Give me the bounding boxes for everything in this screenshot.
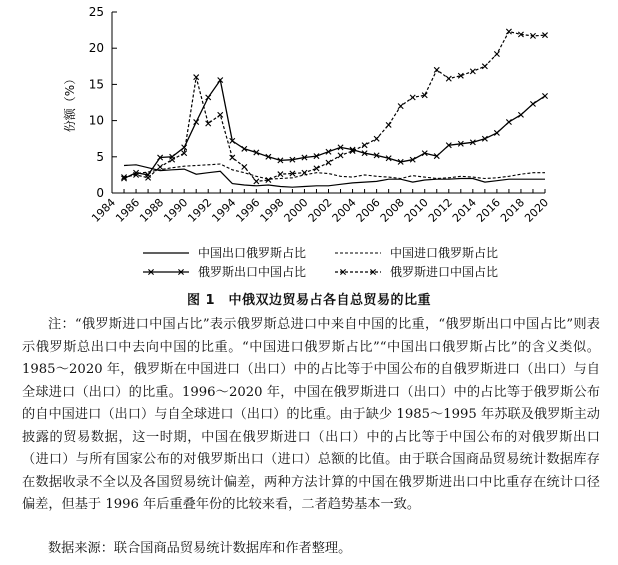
series-line-2 — [124, 164, 545, 179]
series-4-point — [434, 67, 439, 72]
x-tick-label: 2020 — [522, 195, 552, 225]
x-tick-label: 2002 — [305, 195, 335, 225]
legend — [143, 245, 498, 279]
series-3-point — [518, 112, 523, 117]
series-3-point — [530, 101, 535, 106]
x-tick-label: 2004 — [329, 195, 359, 225]
series-4-point — [362, 143, 367, 148]
x-tick-label: 1994 — [209, 195, 239, 225]
y-tick-label: 10 — [88, 113, 104, 128]
x-tick-label: 2014 — [449, 195, 479, 225]
y-axis-label: 份额（%） — [63, 72, 77, 133]
series-4-point — [386, 122, 391, 127]
series-4-point — [506, 29, 511, 34]
series-4-point — [278, 172, 283, 177]
legend-label: 中国出口俄罗斯占比 — [198, 246, 307, 260]
legend-label: 俄罗斯进口中国占比 — [390, 265, 499, 279]
x-tick-label: 2010 — [401, 195, 431, 225]
x-tick-label: 2016 — [474, 195, 504, 225]
series-4-point — [170, 157, 175, 162]
legend-label: 中国进口俄罗斯占比 — [390, 246, 499, 260]
data-source: 数据来源：联合国商品贸易统计数据库和作者整理。 — [48, 541, 352, 556]
y-tick-label: 25 — [88, 5, 104, 19]
x-tick-label: 1986 — [113, 195, 143, 225]
series-4-point — [398, 104, 403, 109]
x-tick-label: 1992 — [185, 195, 215, 225]
series-3-point — [494, 130, 499, 135]
series-4-point — [314, 166, 319, 171]
series-4-point — [326, 160, 331, 165]
x-tick-label: 1988 — [137, 195, 167, 225]
y-tick-label: 15 — [88, 77, 104, 92]
figure-caption: 图 1 中俄双边贸易占各自总贸易的比重 — [186, 293, 432, 308]
x-tick-label: 1990 — [161, 195, 191, 225]
series-4-point — [338, 153, 343, 158]
x-tick-label: 1984 — [89, 195, 119, 225]
x-tick-label: 2006 — [353, 195, 383, 225]
x-tick-label: 1996 — [233, 195, 263, 225]
y-tick-label: 20 — [88, 41, 104, 56]
plot-area — [121, 29, 547, 187]
x-tick-label: 2008 — [377, 195, 407, 225]
x-tick-label: 2018 — [498, 195, 528, 225]
series-4-point — [482, 64, 487, 69]
series-4-point — [158, 164, 163, 169]
series-4-point — [254, 179, 259, 184]
series-line-1 — [124, 165, 545, 187]
y-axis-label-group — [62, 73, 77, 132]
series-line-4 — [124, 32, 545, 182]
series-4-point — [470, 69, 475, 74]
series-3-point — [506, 119, 511, 124]
series-4-point — [374, 136, 379, 141]
series-4-point — [242, 164, 247, 169]
x-tick-label: 2000 — [281, 195, 311, 225]
series-3-point — [542, 93, 547, 98]
series-4-point — [446, 76, 451, 81]
y-tick-label: 0 — [96, 186, 104, 200]
y-tick-label: 5 — [96, 149, 104, 164]
axes — [89, 5, 551, 225]
series-4-point — [494, 51, 499, 56]
x-tick-label: 1998 — [257, 195, 287, 225]
series-4-point — [410, 95, 415, 100]
legend-label: 俄罗斯出口中国占比 — [198, 265, 307, 279]
series-line-3 — [124, 80, 545, 178]
series-3-point — [206, 95, 211, 100]
x-tick-label: 2012 — [425, 195, 455, 225]
figure-note: 注：“俄罗斯进口中国占比”表示俄罗斯总进口中来自中国的比重，“俄罗斯出口中国占比”则表示俄罗斯总出口中去向中国的比重。“中国进口俄罗斯占比”“中国出口俄罗斯占比”的含义类似。1985～2020 年，俄罗斯在中国进口（出口）中的占比等于中国公布的自俄罗斯进口（出口）与自全球进口（出口）的比重。1996～2020 年，中国在俄罗斯进口（出口）中的占比等于俄罗斯公布的自中国进口（出口）与自全球进口（出口）的比重。由于缺少 1985～1995 年苏联及俄罗斯主动披露的贸易数据，这一时期，中国在俄罗斯进口（出口）中的占比等于中国公布的对俄罗斯出口（进口）与所有国家公布的对俄罗斯出口（进口）总额的比值。由于联合国商品贸易统计数据库存在数据收录不全以及各国贸易统计偏差，两种方法计算的中国在俄罗斯进出口中比重存在统计口径偏差，但基于 1996 年后重叠年份的比较来看，二者趋势基本一致。 — [22, 317, 600, 512]
series-3-point — [194, 119, 199, 124]
